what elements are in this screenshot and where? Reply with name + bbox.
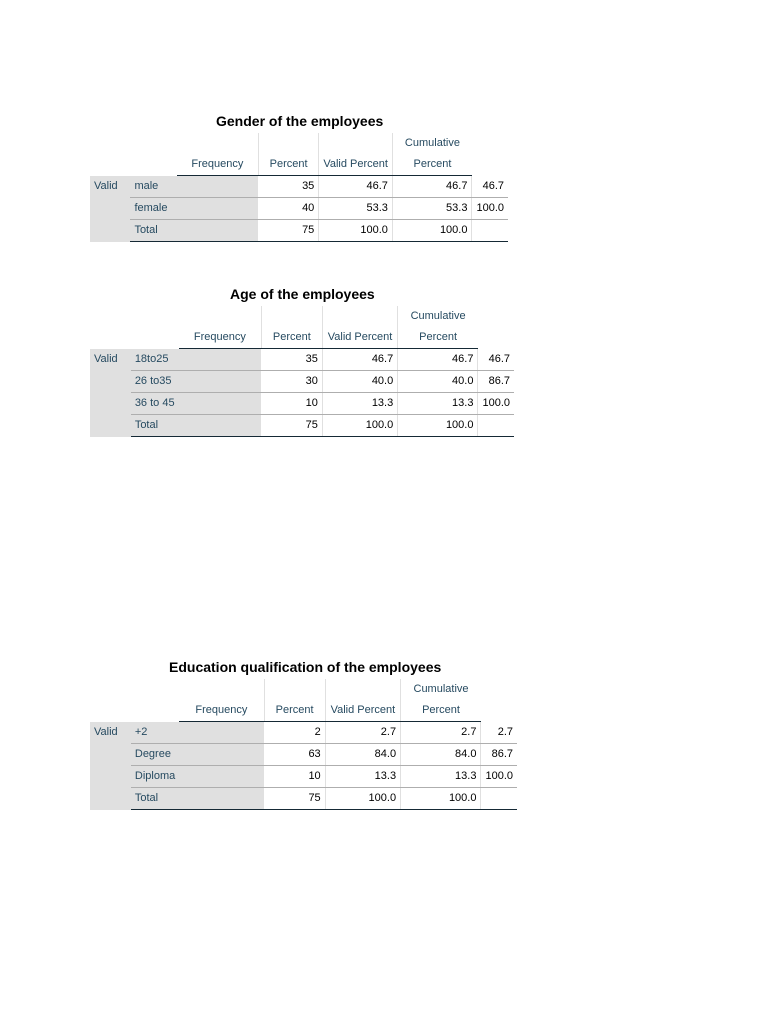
frequency-cell: 75 — [264, 788, 325, 810]
frequency-cell: 75 — [261, 415, 322, 437]
valid-percent-header: Valid Percent — [325, 700, 400, 722]
percent-cell: 2.7 — [325, 722, 400, 744]
cumulative-cell: 86.7 — [481, 744, 517, 766]
percent-cell: 53.3 — [319, 198, 393, 220]
valid-percent-cell: 100.0 — [401, 788, 481, 810]
valid-percent-cell: 40.0 — [398, 371, 478, 393]
education-frequency-table — [90, 679, 517, 810]
table-row — [90, 766, 517, 788]
group-label: Valid — [90, 722, 131, 810]
percent-cell: 13.3 — [322, 393, 397, 415]
row-label: Diploma — [131, 766, 264, 788]
valid-percent-cell: 13.3 — [398, 393, 478, 415]
percent-cell: 100.0 — [325, 788, 400, 810]
cumulative-header-top: Cumulative — [413, 683, 469, 695]
table-row — [90, 198, 508, 220]
percent-cell: 100.0 — [319, 220, 393, 242]
valid-percent-cell: 100.0 — [392, 220, 472, 242]
valid-percent-cell: 46.7 — [392, 176, 472, 198]
gender-frequency-table — [90, 133, 508, 242]
frequency-cell: 2 — [264, 722, 325, 744]
percent-cell: 100.0 — [322, 415, 397, 437]
row-label: Degree — [131, 744, 264, 766]
frequency-cell: 35 — [258, 176, 318, 198]
percent-header: Percent — [264, 700, 325, 722]
table-row — [90, 788, 517, 810]
frequency-header: Frequency — [177, 154, 258, 176]
row-label: Total — [130, 220, 258, 242]
row-label: 36 to 45 — [131, 393, 261, 415]
row-label: +2 — [131, 722, 264, 744]
frequency-cell: 10 — [264, 766, 325, 788]
cumulative-header-top: Cumulative — [404, 137, 460, 149]
cumulative-cell: 100.0 — [472, 198, 508, 220]
cumulative-header-bottom: Percent — [401, 700, 481, 722]
table-row — [90, 744, 517, 766]
cumulative-header-bottom: Percent — [398, 327, 478, 349]
valid-percent-cell: 84.0 — [401, 744, 481, 766]
valid-percent-header: Valid Percent — [319, 154, 393, 176]
cumulative-cell: 46.7 — [478, 349, 514, 371]
table-row — [90, 349, 514, 371]
valid-percent-cell: 53.3 — [392, 198, 472, 220]
cumulative-cell: 100.0 — [481, 766, 517, 788]
group-label: Valid — [90, 349, 131, 437]
frequency-cell: 63 — [264, 744, 325, 766]
frequency-cell: 40 — [258, 198, 318, 220]
cumulative-cell — [472, 220, 508, 242]
frequency-cell: 35 — [261, 349, 322, 371]
table-row — [90, 371, 514, 393]
percent-cell: 84.0 — [325, 744, 400, 766]
cumulative-cell — [478, 415, 514, 437]
percent-cell: 13.3 — [325, 766, 400, 788]
cumulative-cell: 86.7 — [478, 371, 514, 393]
row-label: 26 to35 — [131, 371, 261, 393]
valid-percent-cell: 46.7 — [398, 349, 478, 371]
table-row — [90, 220, 508, 242]
frequency-cell: 10 — [261, 393, 322, 415]
cumulative-cell: 46.7 — [472, 176, 508, 198]
row-label: female — [130, 198, 258, 220]
table-row — [90, 415, 514, 437]
frequency-cell: 75 — [258, 220, 318, 242]
percent-cell: 46.7 — [319, 176, 393, 198]
percent-header: Percent — [261, 327, 322, 349]
table-row — [90, 393, 514, 415]
valid-percent-cell: 100.0 — [398, 415, 478, 437]
row-label: Total — [131, 788, 264, 810]
cumulative-cell: 100.0 — [478, 393, 514, 415]
table-row — [90, 722, 517, 744]
frequency-header: Frequency — [179, 327, 261, 349]
cumulative-header-bottom: Percent — [392, 154, 472, 176]
age-frequency-table — [90, 306, 514, 437]
row-label: male — [130, 176, 258, 198]
frequency-header: Frequency — [179, 700, 264, 722]
row-label: Total — [131, 415, 261, 437]
cumulative-header-top: Cumulative — [410, 310, 466, 322]
table-title-age: Age of the employees — [230, 286, 375, 302]
row-label: 18to25 — [131, 349, 261, 371]
valid-percent-header: Valid Percent — [322, 327, 397, 349]
table-title-gender: Gender of the employees — [216, 113, 384, 129]
table-title-education: Education qualification of the employees — [169, 659, 442, 675]
percent-header: Percent — [258, 154, 318, 176]
valid-percent-cell: 13.3 — [401, 766, 481, 788]
group-label: Valid — [90, 176, 130, 242]
valid-percent-cell: 2.7 — [401, 722, 481, 744]
cumulative-cell: 2.7 — [481, 722, 517, 744]
percent-cell: 40.0 — [322, 371, 397, 393]
table-row — [90, 176, 508, 198]
percent-cell: 46.7 — [322, 349, 397, 371]
cumulative-cell — [481, 788, 517, 810]
frequency-cell: 30 — [261, 371, 322, 393]
